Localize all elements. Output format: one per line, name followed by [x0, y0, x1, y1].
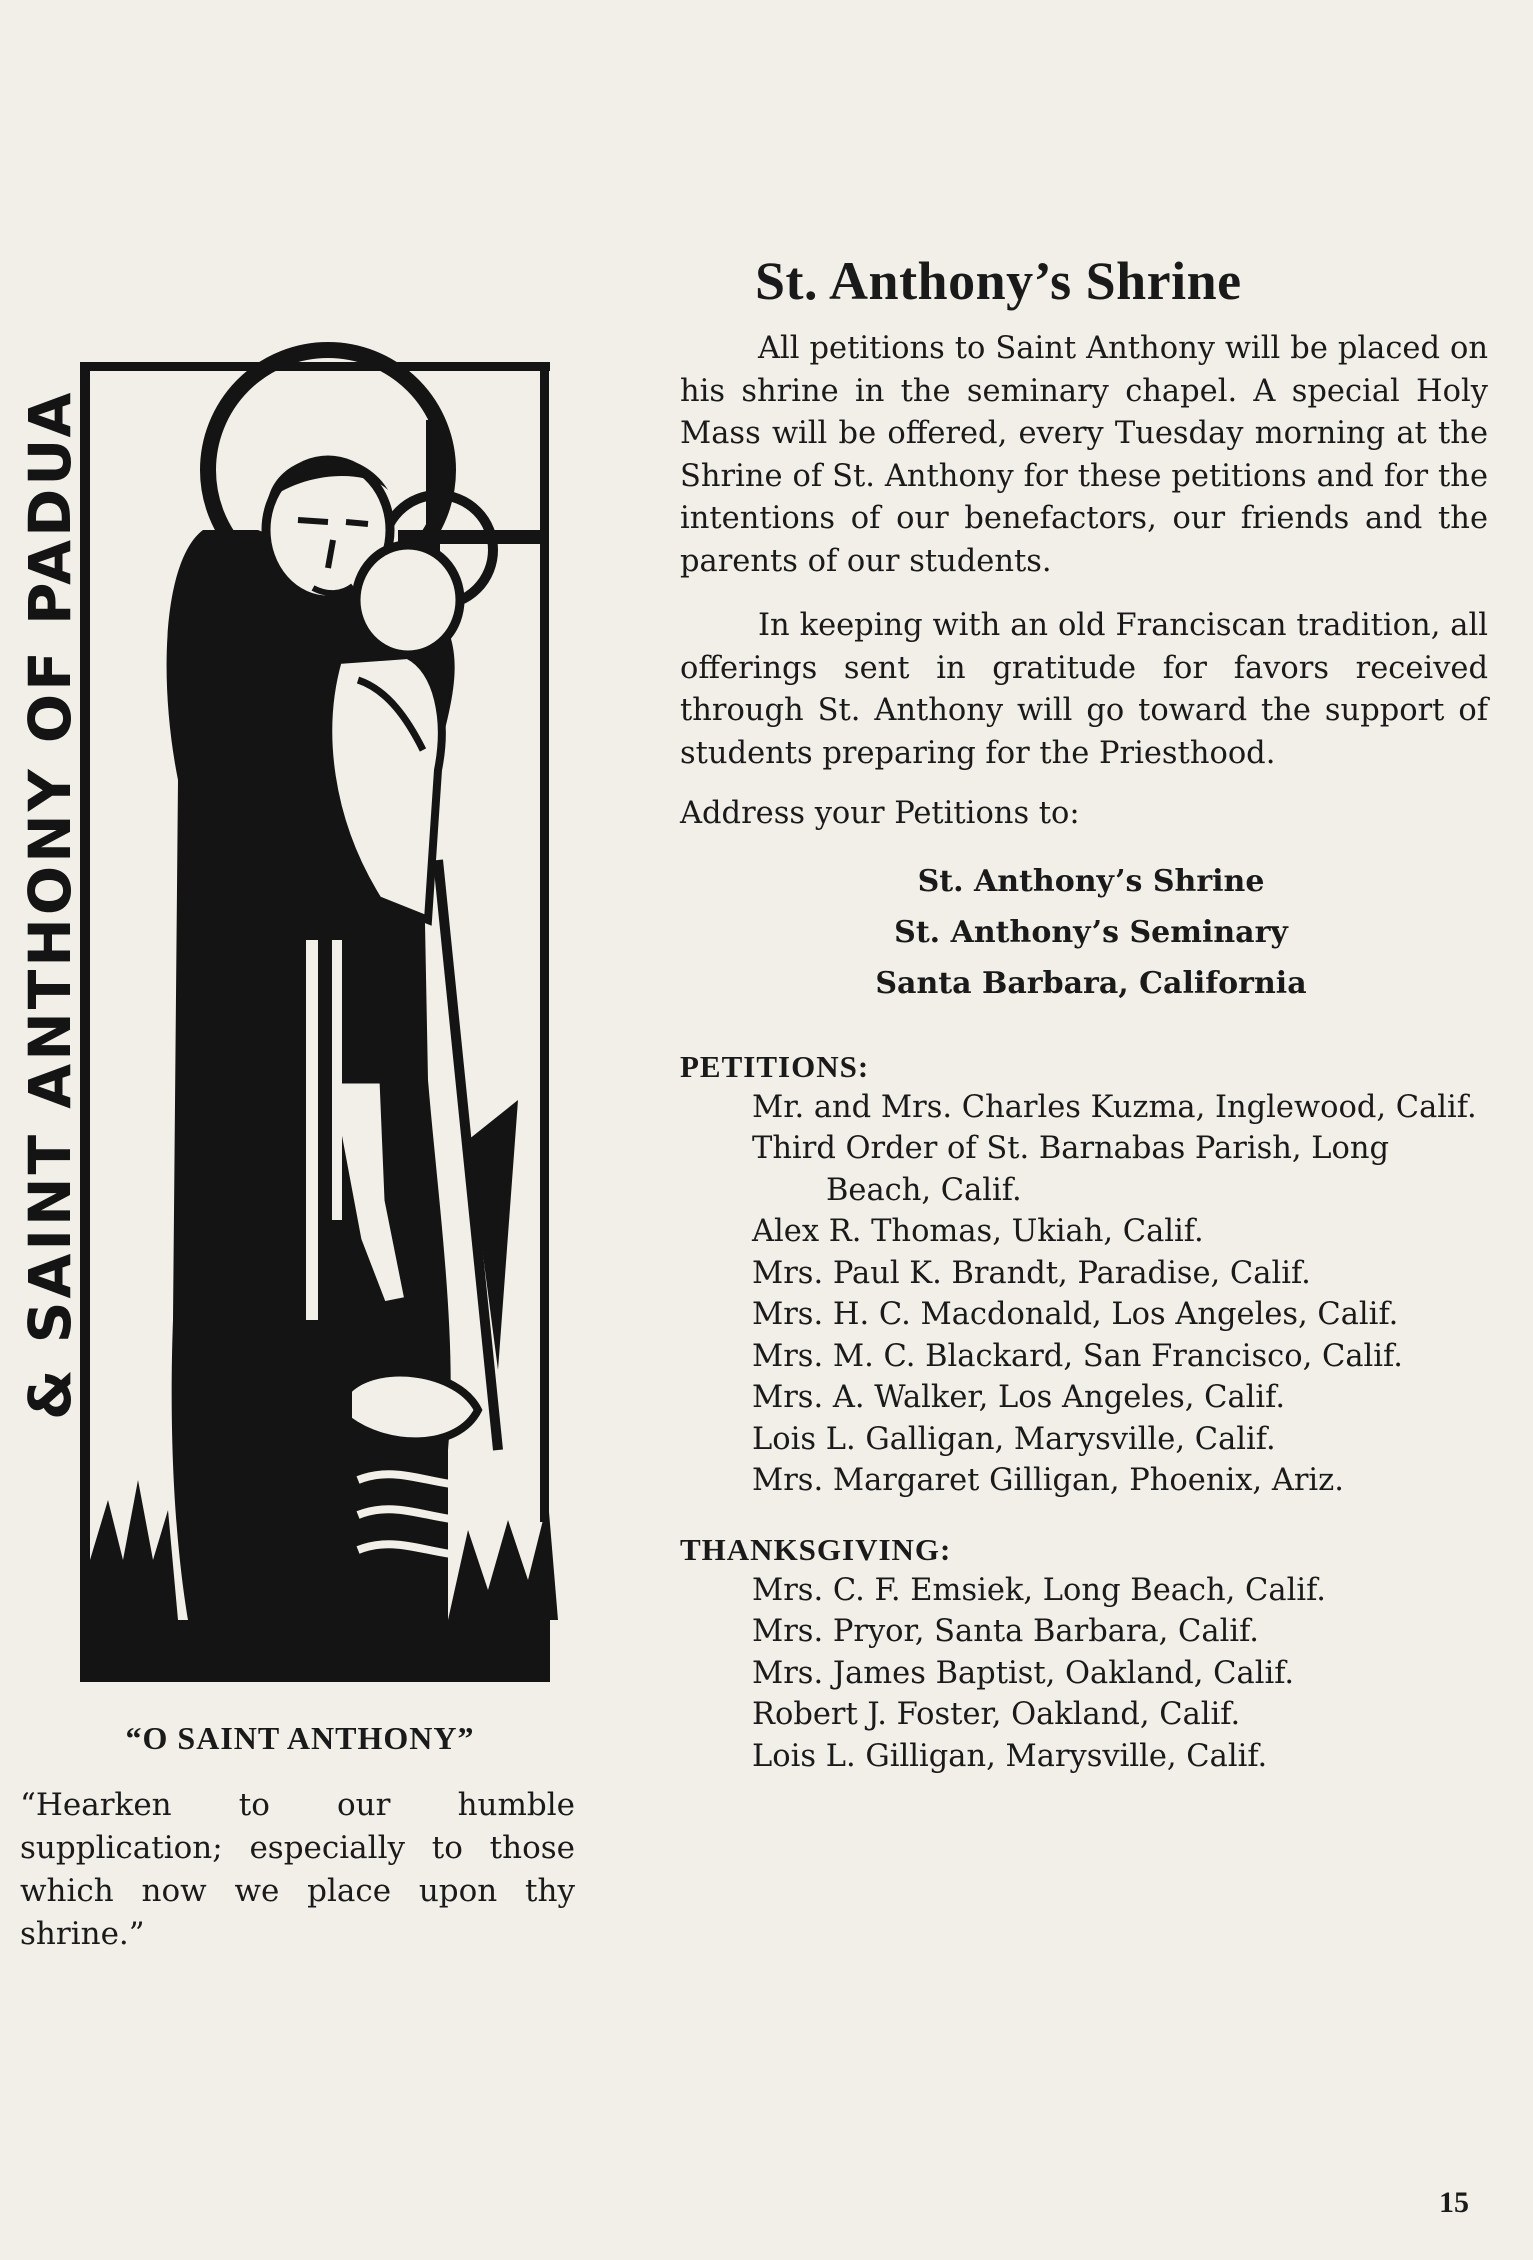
main-column: [680, 250, 1488, 1777]
list-item: Mrs. Margaret Gilligan, Phoenix, Ariz.: [752, 1463, 1344, 1498]
page-number: 15: [1439, 2186, 1469, 2219]
mailing-address: [694, 856, 1488, 1009]
page-title: St. Anthony’s Shrine: [755, 251, 1242, 311]
petitions-list: [752, 1087, 1488, 1502]
address-line: St. Anthony’s Shrine: [917, 863, 1265, 899]
list-item: Mrs. A. Walker, Los Angeles, Calif.: [752, 1380, 1286, 1415]
saint-anthony-woodcut-icon: [16, 300, 588, 1730]
thanksgiving-heading: THANKSGIVING:: [680, 1531, 952, 1567]
tradition-paragraph: In keeping with an old Franciscan tradition, all offerings sent in gratitude for favors received through St. Anthony will go toward the support of students preparing for the Priesthood.: [680, 608, 1488, 771]
petitions-heading: PETITIONS:: [680, 1048, 870, 1084]
saint-anthony-woodcut-illustration: [16, 300, 588, 1730]
caption-text: “Hearken to our humble supplication; especially to those which now we place upon thy shrine.”: [20, 1787, 575, 1952]
vertical-title: & SAINT ANTHONY OF PADUA: [16, 389, 84, 1420]
list-item: Mrs. C. F. Emsiek, Long Beach, Calif.: [752, 1572, 1326, 1608]
list-item: Mr. and Mrs. Charles Kuzma, Inglewood, Calif.: [752, 1089, 1477, 1125]
list-item: Alex R. Thomas, Ukiah, Calif.: [752, 1214, 1204, 1249]
list-item: Mrs. M. C. Blackard, San Francisco, Calif.: [752, 1338, 1403, 1374]
address-intro: Address your Petitions to:: [680, 796, 1080, 831]
intro-paragraph: All petitions to Saint Anthony will be placed on his shrine in the seminary chapel. A special Holy Mass will be offered, every Tuesday morning at the Shrine of St. Anthony for these petitions and for the intentions of our benefactors, our friends and the parents of our students.: [680, 331, 1488, 579]
thanksgiving-list: [752, 1570, 1488, 1778]
list-item: Third Order of St. Barnabas Parish, Long Beach, Calif.: [752, 1131, 1390, 1208]
list-item: Lois L. Gilligan, Marysville, Calif.: [752, 1738, 1268, 1774]
list-item: Robert J. Foster, Oakland, Calif.: [752, 1697, 1241, 1732]
list-item: Mrs. Paul K. Brandt, Paradise, Calif.: [752, 1255, 1311, 1291]
address-line: Santa Barbara, California: [875, 965, 1307, 1001]
list-item: Mrs. James Baptist, Oakland, Calif.: [752, 1655, 1295, 1691]
address-line: St. Anthony’s Seminary: [894, 914, 1288, 950]
list-item: Mrs. Pryor, Santa Barbara, Calif.: [752, 1614, 1259, 1649]
list-item: Lois L. Galligan, Marysville, Calif.: [752, 1421, 1276, 1457]
list-item: Mrs. H. C. Macdonald, Los Angeles, Calif.: [752, 1297, 1399, 1332]
caption-title: “O SAINT ANTHONY”: [125, 1720, 475, 1756]
